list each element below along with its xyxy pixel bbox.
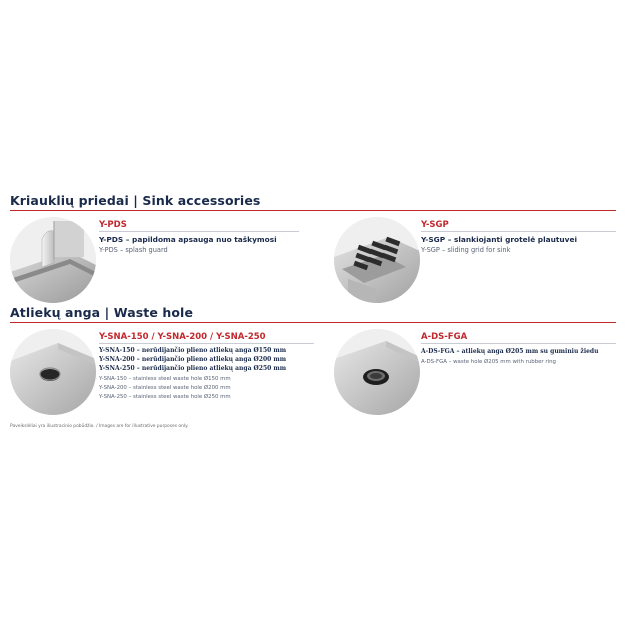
product-desc-lt-y-sna-200: Y-SNA-200 – nerūdijančio plieno atliekų anga Ø200 mm xyxy=(99,356,287,363)
product-divider xyxy=(99,343,314,344)
footnote: Paveikslėliai yra iliustracinio pobūdžio. / Images are for illustrative purposes only. xyxy=(10,424,189,429)
product-code-y-sna: Y-SNA-150 / Y-SNA-200 / Y-SNA-250 xyxy=(99,332,266,342)
sliding-grid-image xyxy=(334,217,420,303)
product-desc-en-y-pds: Y-PDS – splash guard xyxy=(99,246,168,254)
product-desc-lt-y-sgp: Y-SGP – slankiojanti grotelė plautuvei xyxy=(421,235,578,244)
splash-guard-image xyxy=(10,217,96,303)
product-desc-lt-y-pds: Y-PDS – papildoma apsauga nuo taškymosi xyxy=(99,235,277,244)
product-desc-en-y-sgp: Y-SGP – sliding grid for sink xyxy=(421,246,511,254)
section-title-waste-hole: Atliekų anga | Waste hole xyxy=(10,305,194,320)
product-desc-en-y-sna-150: Y-SNA-150 – stainless steel waste hole Ø150 mm xyxy=(99,376,231,382)
section-title-sink-accessories: Kriauklių priedai | Sink accessories xyxy=(10,193,261,208)
product-desc-lt-y-sna-150: Y-SNA-150 – nerūdijančio plieno atliekų anga Ø150 mm xyxy=(99,347,287,354)
section-divider xyxy=(10,210,616,211)
product-desc-en-y-sna-250: Y-SNA-250 – stainless steel waste hole Ø250 mm xyxy=(99,394,231,400)
product-desc-en-a-ds-fga: A-DS-FGA – waste hole Ø205 mm with rubber ring xyxy=(421,359,556,365)
product-code-y-pds: Y-PDS xyxy=(99,220,127,230)
product-divider xyxy=(421,231,616,232)
product-desc-lt-y-sna-250: Y-SNA-250 – nerūdijančio plieno atliekų anga Ø250 mm xyxy=(99,365,287,372)
waste-hole-rubber-ring-image xyxy=(334,329,420,415)
product-divider xyxy=(421,343,616,344)
product-code-y-sgp: Y-SGP xyxy=(421,220,449,230)
section-divider xyxy=(10,322,616,323)
product-divider xyxy=(99,231,299,232)
product-code-a-ds-fga: A-DS-FGA xyxy=(421,332,468,342)
product-desc-lt-a-ds-fga: A-DS-FGA – atliekų anga Ø205 mm su guminiu žiedu xyxy=(421,348,599,355)
waste-hole-image xyxy=(10,329,96,415)
product-desc-en-y-sna-200: Y-SNA-200 – stainless steel waste hole Ø200 mm xyxy=(99,385,231,391)
